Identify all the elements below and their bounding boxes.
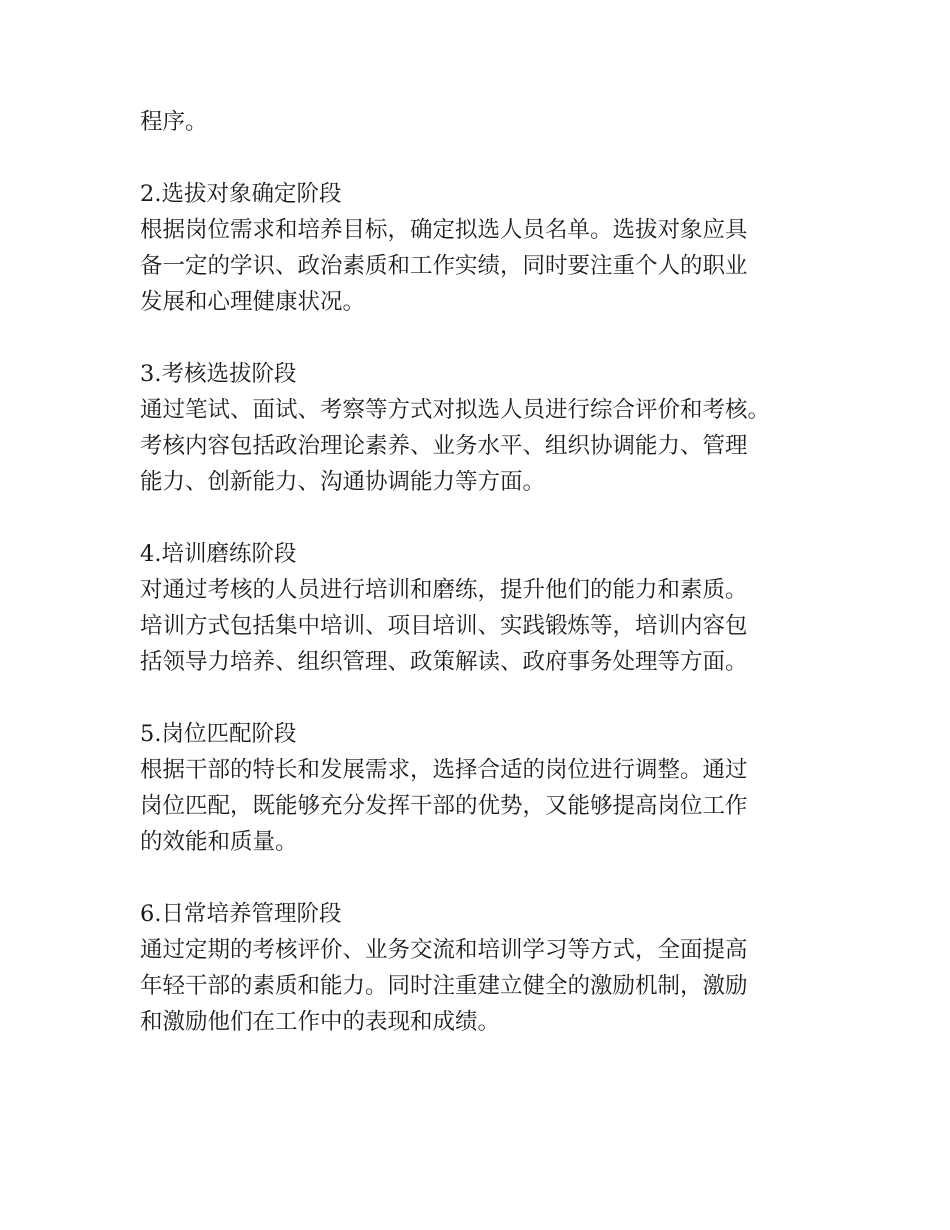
text-line: 岗位匹配，既能够充分发挥干部的优势，又能够提高岗位工作 [140, 793, 748, 819]
text-line: 年轻干部的素质和能力。同时注重建立健全的激励机制，激励 [140, 973, 748, 999]
text-line: 培训方式包括集中培训、项目培训、实践锻炼等，培训内容包 [140, 613, 748, 639]
text-line: 考核内容包括政治理论素养、业务水平、组织协调能力、管理 [140, 433, 748, 459]
text-line: 和激励他们在工作中的表现和成绩。 [140, 1009, 501, 1035]
text-line: 通过笔试、面试、考察等方式对拟选人员进行综合评价和考核。 [140, 397, 771, 423]
text-line: 根据岗位需求和培养目标，确定拟选人员名单。选拔对象应具 [140, 217, 748, 243]
text-line: 通过定期的考核评价、业务交流和培训学习等方式，全面提高 [140, 937, 748, 963]
section-5 [140, 716, 840, 860]
section-heading: 2.选拔对象确定阶段 [140, 181, 342, 207]
intro-tail [140, 104, 840, 140]
text-line: 程序。 [140, 109, 208, 135]
section-6 [140, 896, 840, 1040]
section-3 [140, 356, 840, 500]
text-line: 对通过考核的人员进行培训和磨练，提升他们的能力和素质。 [140, 577, 748, 603]
section-heading: 6.日常培养管理阶段 [140, 901, 342, 927]
section-heading: 4.培训磨练阶段 [140, 541, 297, 567]
document-page [140, 104, 840, 1040]
section-4 [140, 536, 840, 680]
text-line: 能力、创新能力、沟通协调能力等方面。 [140, 469, 546, 495]
text-line: 括领导力培养、组织管理、政策解读、政府事务处理等方面。 [140, 649, 748, 675]
text-line: 的效能和质量。 [140, 829, 298, 855]
section-heading: 3.考核选拔阶段 [140, 361, 297, 387]
text-line: 根据干部的特长和发展需求，选择合适的岗位进行调整。通过 [140, 757, 748, 783]
text-line: 发展和心理健康状况。 [140, 289, 366, 315]
text-line: 备一定的学识、政治素质和工作实绩，同时要注重个人的职业 [140, 253, 748, 279]
section-2 [140, 176, 840, 320]
section-heading: 5.岗位匹配阶段 [140, 721, 297, 747]
